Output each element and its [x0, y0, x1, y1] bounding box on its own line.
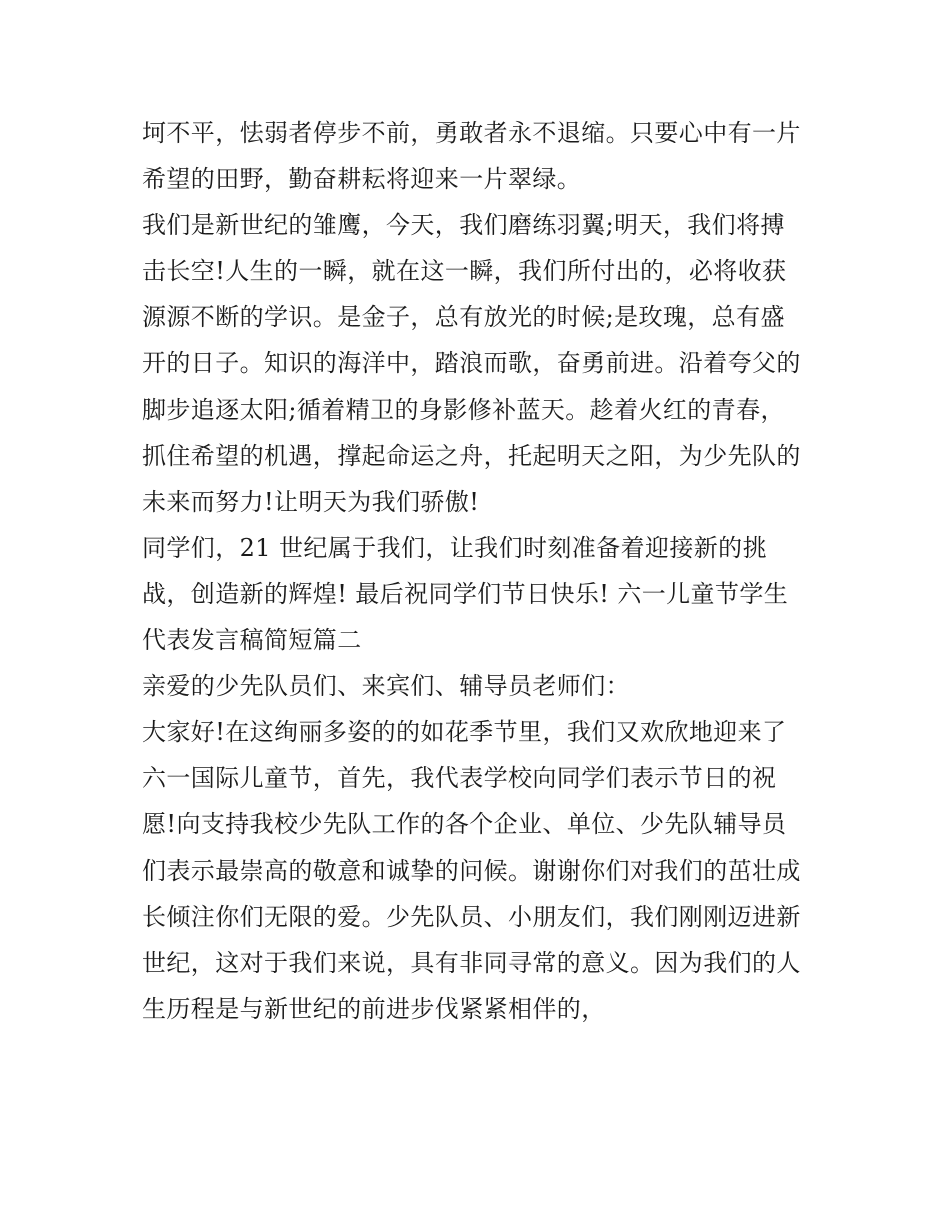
- text-line: 抓住希望的机遇，撑起命运之舟，托起明天之阳，为少先队的: [142, 441, 801, 470]
- text-line: 长倾注你们无限的爱。少先队员、小朋友们，我们刚刚迈进新: [142, 902, 801, 931]
- text-line: 未来而努力!让明天为我们骄傲!: [142, 487, 480, 516]
- text-line: 我们是新世纪的雏鹰，今天，我们磨练羽翼;明天，我们将搏: [142, 211, 785, 240]
- document-body: [142, 110, 822, 1032]
- text-line: 开的日子。知识的海洋中，踏浪而歌，奋勇前进。沿着夸父的: [142, 349, 801, 378]
- text-line: 生历程是与新世纪的前进步伐紧紧相伴的，: [142, 994, 606, 1023]
- text-line: 希望的田野，勤奋耕耘将迎来一片翠绿。: [142, 165, 582, 194]
- text-line: 战，创造新的辉煌! 最后祝同学们节日快乐! 六一儿童节学生: [142, 579, 789, 608]
- section-title: 代表发言稿简短篇二: [142, 626, 362, 655]
- text-line: 世纪，这对于我们来说，具有非同寻常的意义。因为我们的人: [142, 948, 801, 977]
- text-line: 坷不平，怯弱者停步不前，勇敢者永不退缩。只要心中有一片: [142, 119, 801, 147]
- salutation: 亲爱的少先队员们、来宾们、辅导员老师们：: [142, 672, 630, 701]
- text-line: 六一国际儿童节，首先，我代表学校向同学们表示节日的祝: [142, 764, 777, 793]
- text-line: 脚步追逐太阳;循着精卫的身影修补蓝天。趁着火红的青春，: [142, 395, 785, 424]
- text-line: 同学们，21 世纪属于我们，让我们时刻准备着迎接新的挑: [142, 533, 767, 562]
- text-line: 大家好!在这绚丽多姿的的如花季节里，我们又欢欣地迎来了: [142, 718, 787, 747]
- text-line: 击长空!人生的一瞬，就在这一瞬，我们所付出的，必将收获: [142, 257, 787, 286]
- text-line: 源源不断的学识。是金子，总有放光的时候;是玫瑰，总有盛: [142, 303, 785, 332]
- text-line: 们表示最崇高的敬意和诚挚的问候。谢谢你们对我们的茁壮成: [142, 856, 801, 885]
- text-line: 愿!向支持我校少先队工作的各个企业、单位、少先队辅导员: [142, 810, 787, 839]
